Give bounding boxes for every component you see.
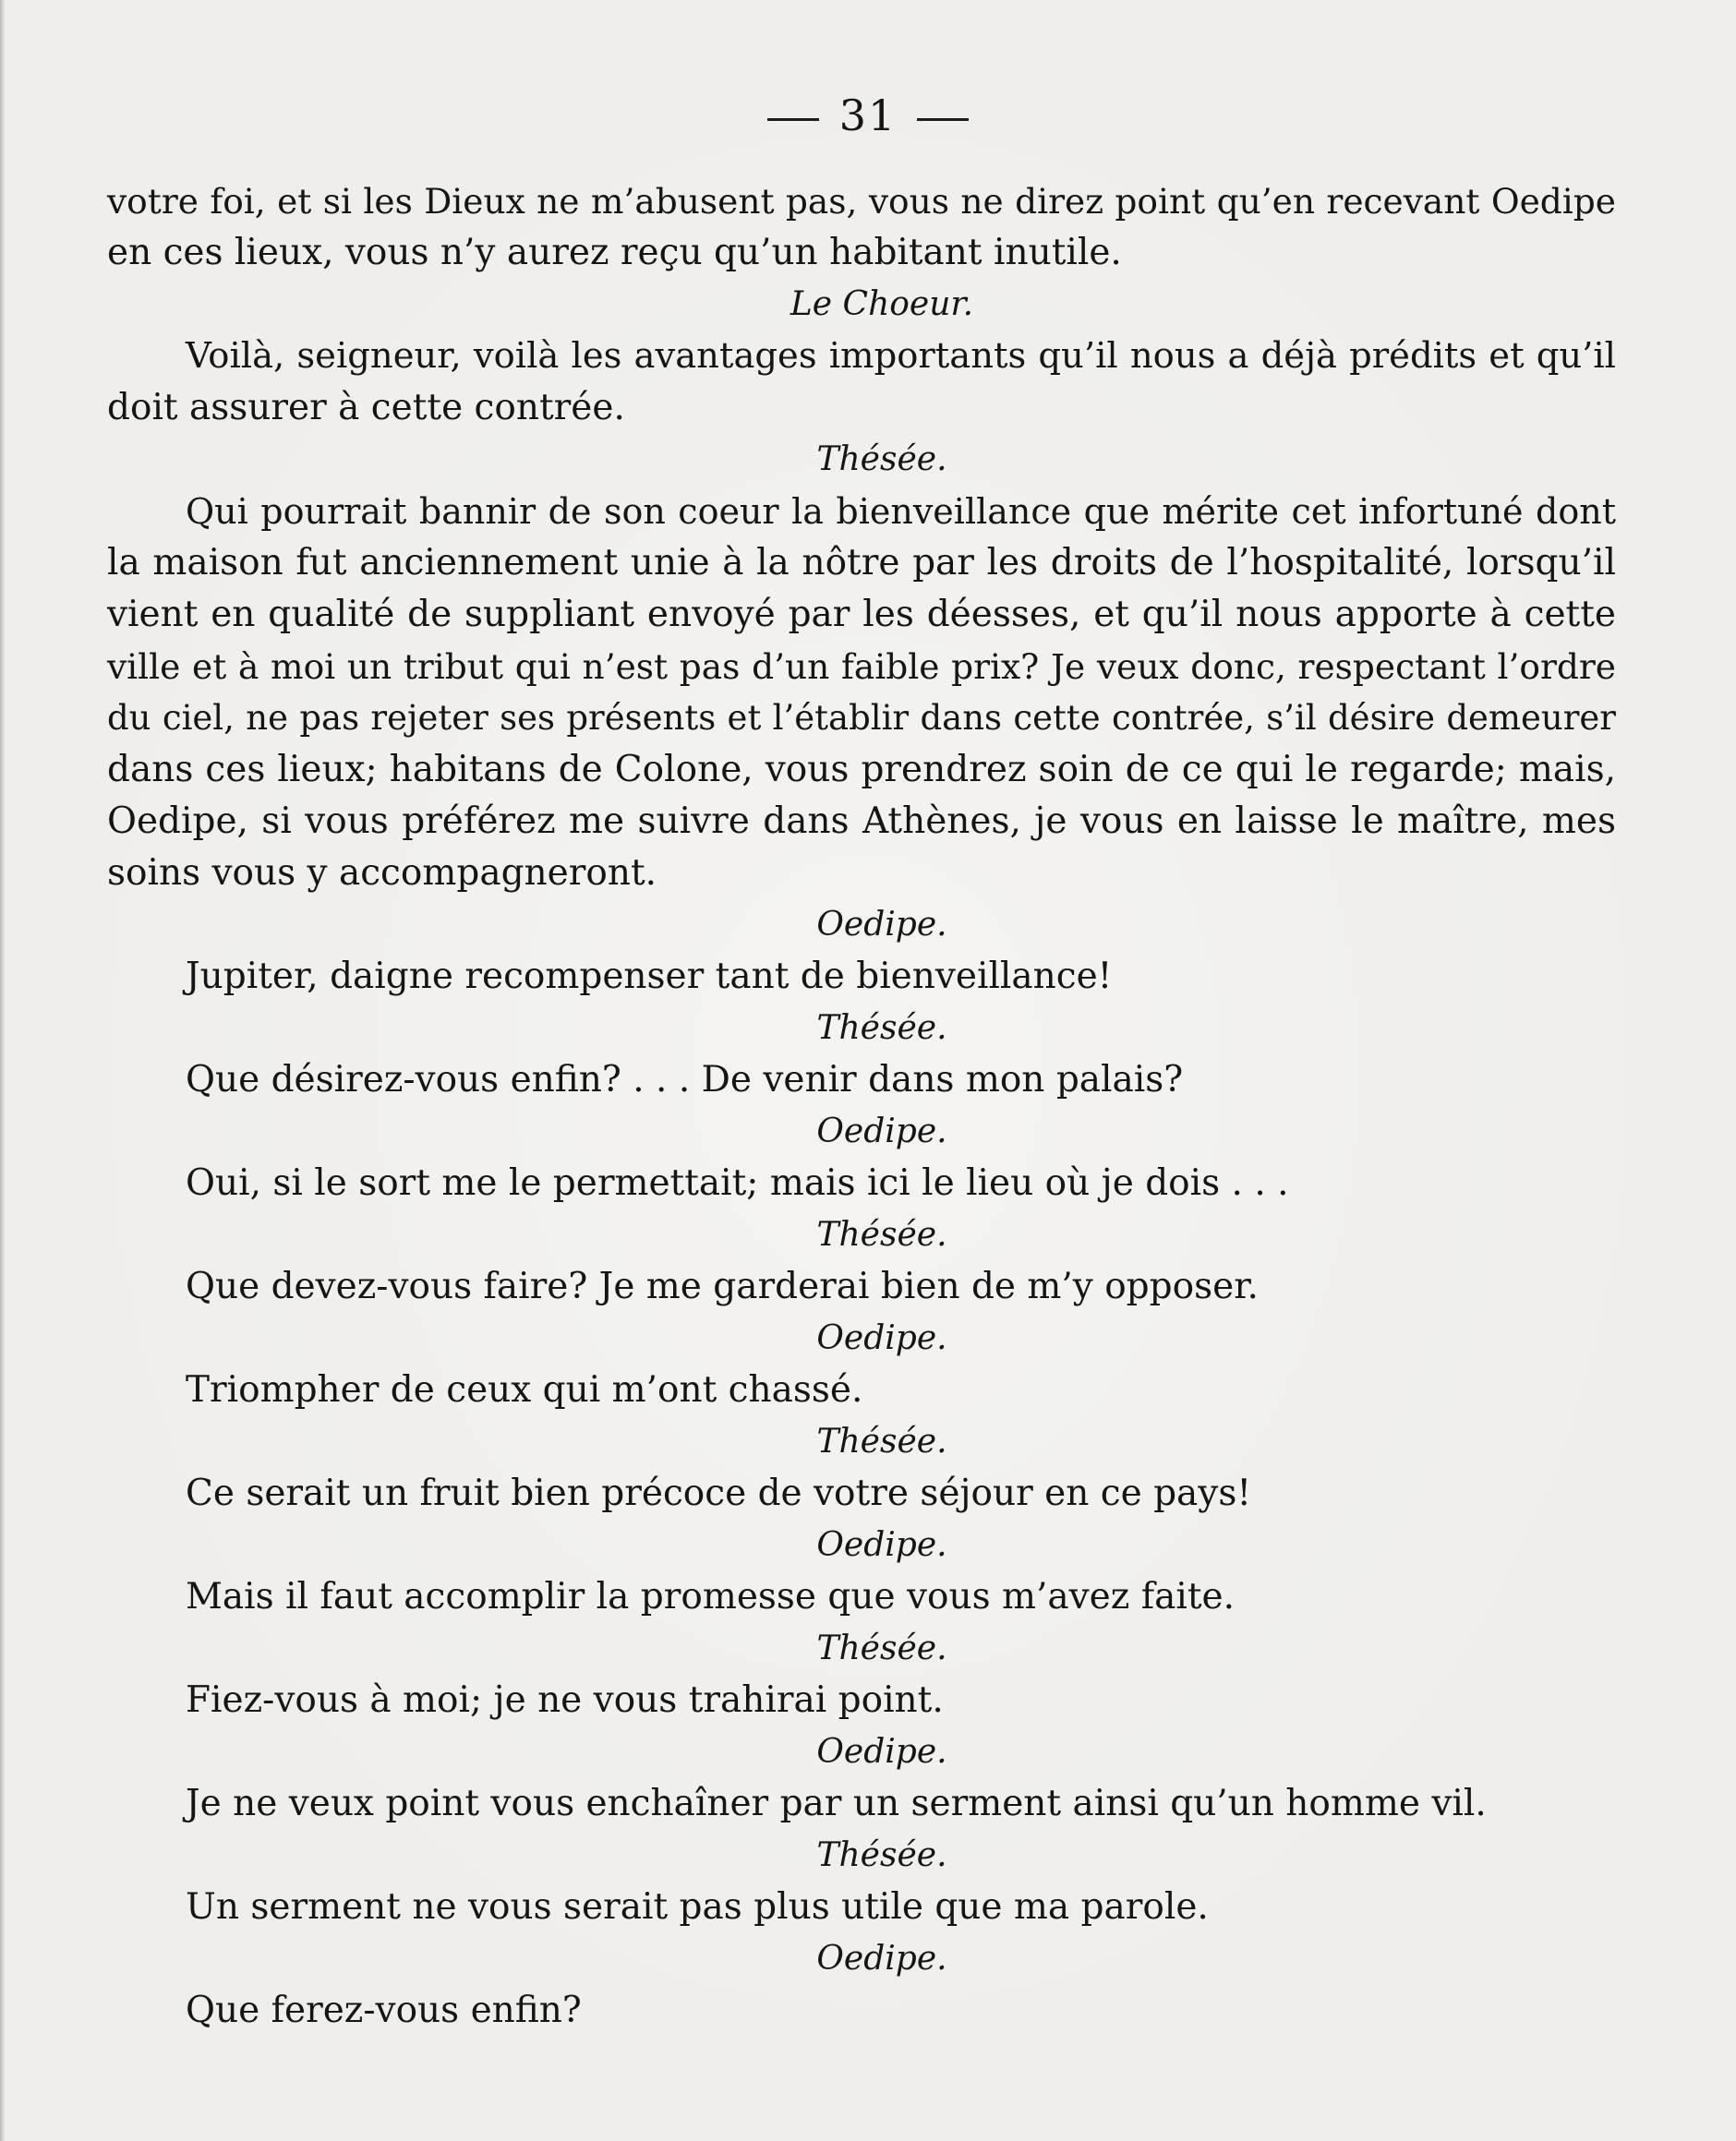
speaker-name: Oedipe. bbox=[816, 1113, 947, 1150]
speaker-name: Oedipe. bbox=[816, 906, 947, 944]
text-line: votre foi, et si les Dieux ne m’abusent pas, vous ne direz point qu’en recevant Oedipe bbox=[107, 181, 1616, 222]
text-line: Oedipe, si vous préférez me suivre dans Athènes, je vous en laisse le maître, mes bbox=[107, 800, 1616, 842]
folio-dash-left bbox=[767, 118, 819, 121]
speaker-name: Oedipe. bbox=[816, 1733, 947, 1771]
text-line: ville et à moi un tribut qui n’est pas d’un faible prix? Je veux donc, respectant l’ordre bbox=[107, 646, 1616, 687]
text-line: Que ferez-vous enfin? bbox=[186, 1990, 582, 2031]
text-line: Triompher de ceux qui m’ont chassé. bbox=[186, 1369, 863, 1411]
page-number: 31 bbox=[838, 90, 898, 140]
speaker-name: Oedipe. bbox=[816, 1940, 947, 1978]
page-edge-shadow bbox=[0, 0, 6, 2141]
speaker-name: Thésée. bbox=[816, 440, 947, 478]
text-line: dans ces lieux; habitans de Colone, vous prendrez soin de ce qui le regarde; mais, bbox=[107, 749, 1616, 790]
text-line: soins vous y accompagneront. bbox=[107, 852, 657, 894]
speaker-name: Thésée. bbox=[816, 1630, 947, 1667]
text-line: Mais il faut accomplir la promesse que vous m’avez faite. bbox=[186, 1576, 1236, 1618]
speaker-name: Thésée. bbox=[816, 1836, 947, 1874]
text-line: Jupiter, daigne recompenser tant de bienveillance! bbox=[186, 956, 1113, 997]
folio-dash-right bbox=[917, 118, 969, 121]
text-line: Que devez-vous faire? Je me garderai bien de m’y opposer. bbox=[186, 1266, 1259, 1307]
text-line: Voilà, seigneur, voilà les avantages importants qu’il nous a déjà prédits et qu’il bbox=[186, 335, 1616, 377]
speaker-name: Oedipe. bbox=[816, 1526, 947, 1564]
text-line: vient en qualité de suppliant envoyé par les déesses, et qu’il nous apporte à cette bbox=[107, 594, 1616, 635]
speaker-name: Oedipe. bbox=[816, 1319, 947, 1357]
speaker-name: Thésée. bbox=[816, 1216, 947, 1254]
text-line: doit assurer à cette contrée. bbox=[107, 387, 625, 428]
text-line: Un serment ne vous serait pas plus utile que ma parole. bbox=[186, 1886, 1209, 1928]
text-line: Ce serait un fruit bien précoce de votre séjour en ce pays! bbox=[186, 1473, 1252, 1514]
speaker-name: Thésée. bbox=[816, 1423, 947, 1461]
page-number-header bbox=[0, 90, 1736, 140]
speaker-name: Thésée. bbox=[816, 1009, 947, 1047]
text-line: Que désirez-vous enfin? . . . De venir dans mon palais? bbox=[186, 1059, 1184, 1101]
text-line: Oui, si le sort me le permettait; mais ici le lieu où je dois . . . bbox=[186, 1162, 1289, 1204]
text-line: Fiez-vous à moi; je ne vous trahirai point. bbox=[186, 1679, 944, 1721]
speaker-name: Le Choeur. bbox=[790, 285, 974, 323]
text-line: en ces lieux, vous n’y aurez reçu qu’un habitant inutile. bbox=[107, 232, 1122, 273]
dialogue-text bbox=[107, 175, 1616, 2037]
text-line: Qui pourrait bannir de son coeur la bienveillance que mérite cet infortuné dont bbox=[186, 491, 1616, 532]
text-line: la maison fut anciennement unie à la nôtre par les droits de l’hospitalité, lorsqu’il bbox=[107, 542, 1616, 583]
text-line: Je ne veux point vous enchaîner par un serment ainsi qu’un homme vil. bbox=[186, 1783, 1487, 1824]
text-line: du ciel, ne pas rejeter ses présents et l’établir dans cette contrée, s’il désire demeurer bbox=[107, 698, 1616, 738]
